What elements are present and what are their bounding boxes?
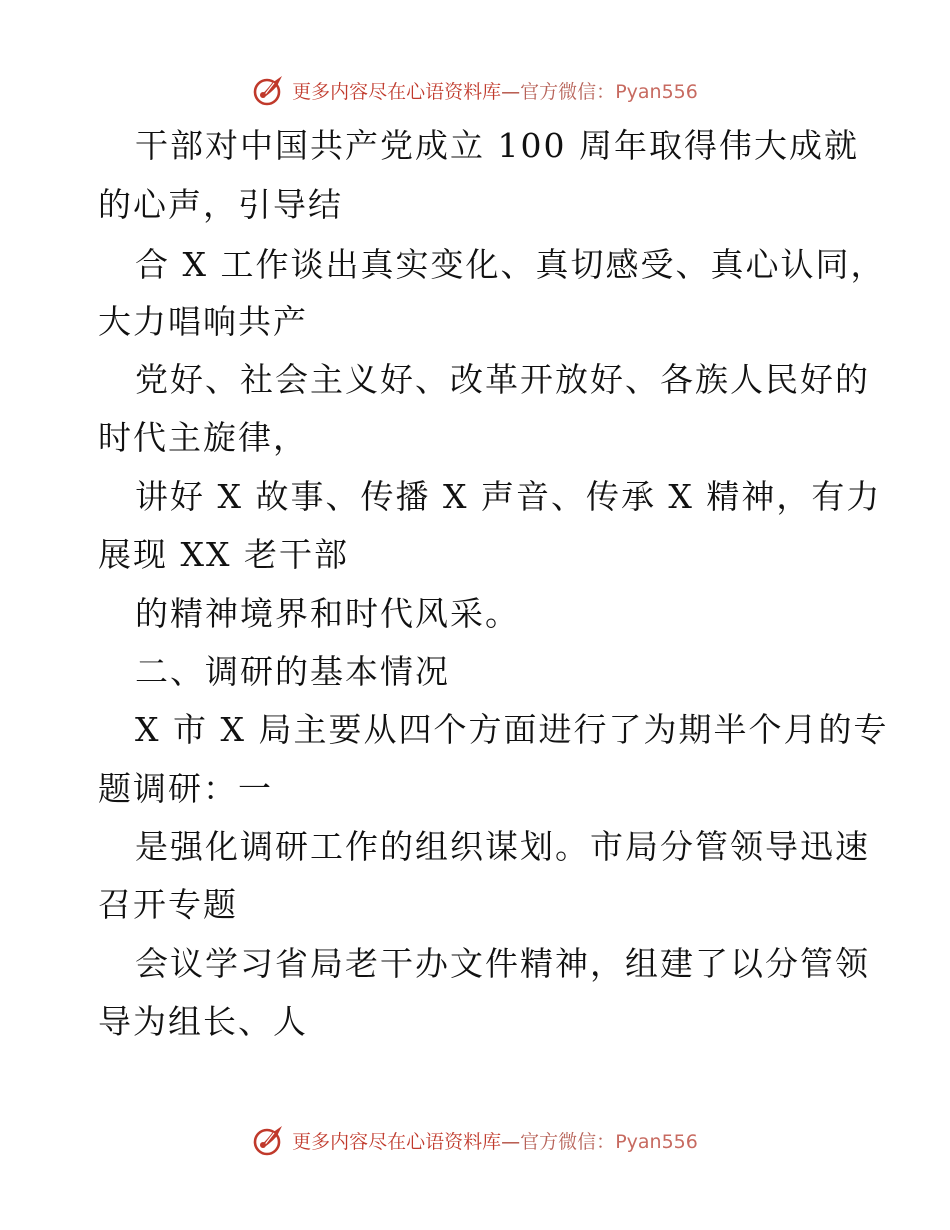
body-line: 合 X 工作谈出真实变化、真切感受、真心认同， [135,245,886,284]
banner-wechat-handle: Pyan556 [615,1130,698,1153]
banner-main-text: 更多内容尽在心语资料库 [292,1130,502,1153]
body-line: 干部对中国共产党成立 100 周年取得伟大成就 [135,126,859,165]
header-banner [0,70,950,110]
body-line: 导为组长、人 [98,1002,308,1041]
body-line: 的心声，引导结 [98,185,343,224]
body-line: 召开专题 [98,885,238,924]
banner-main-text: 更多内容尽在心语资料库 [292,80,502,103]
body-line: 讲好 X 故事、传播 X 声音、传承 X 精神，有力 [135,477,882,516]
body-line: 大力唱响共产 [98,302,308,341]
body-line: 题调研：一 [98,769,273,808]
body-line: 的精神境界和时代风采。 [135,594,520,633]
body-line: 党好、社会主义好、改革开放好、各族人民好的 [135,360,870,399]
body-line: 时代主旋律， [98,418,308,457]
banner-wechat-handle: Pyan556 [615,80,698,103]
banner-dash: — [501,1130,521,1153]
banner-official-label: 官方微信： [520,80,616,103]
quill-pen-logo-icon [252,73,286,107]
quill-pen-logo-icon [252,1123,286,1157]
body-line: X 市 X 局主要从四个方面进行了为期半个月的专 [135,710,889,749]
footer-banner [0,1120,950,1160]
banner-dash: — [501,80,521,103]
body-line: 会议学习省局老干办文件精神，组建了以分管领 [135,944,870,983]
banner-text [292,1127,698,1154]
body-line: 展现 XX 老干部 [98,535,349,574]
body-line: 是强化调研工作的组织谋划。市局分管领导迅速 [135,827,870,866]
section-heading: 二、调研的基本情况 [135,652,450,691]
banner-official-label: 官方微信： [520,1130,616,1153]
banner-text [292,77,698,104]
